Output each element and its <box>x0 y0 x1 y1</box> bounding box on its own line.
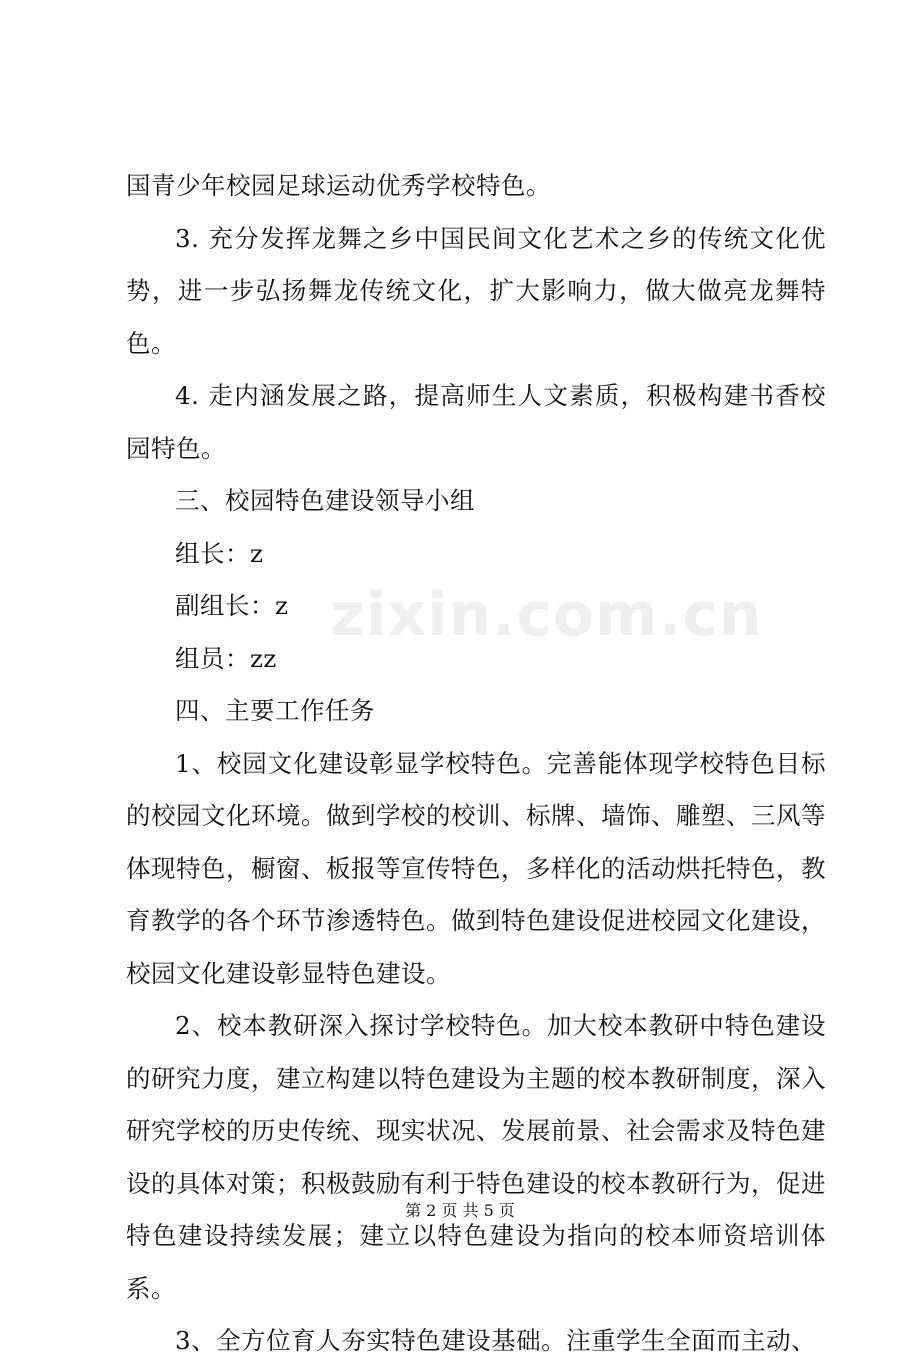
section-heading-tasks: 四、主要工作任务 <box>175 696 375 725</box>
deputy-leader-line: 副组长：z <box>175 591 289 620</box>
task-paragraph-3: 3、全方位育人夯实特色建设基础。注重学生全面而主动、 <box>175 1326 817 1355</box>
document-body <box>126 160 826 1368</box>
paragraph-item-3: 3. 充分发挥龙舞之乡中国民间文化艺术之乡的传统文化优势，进一步弘扬舞龙传统文化，扩大影响力，做大做亮龙舞特色。 <box>126 223 826 358</box>
leader-line: 组长：z <box>175 538 264 568</box>
watermark: zixin.com.cn <box>330 580 763 650</box>
section-heading-leadership: 三、校园特色建设领导小组 <box>175 486 475 515</box>
task-paragraph-2: 2、校本教研深入探讨学校特色。加大校本教研中特色建设的研究力度，建立构建以特色建设为主题的校本教研制度，深入研究学校的历史传统、现实状况、发展前景、社会需求及特色建设的具体对策；积极鼓励有利于特色建设的校本教研行为，促进特色建设持续发展；建立以特色建设为指向的校本师资培训体系。 <box>126 1011 826 1303</box>
paragraph-item-4: 4. 走内涵发展之路，提高师生人文素质，积极构建书香校园特色。 <box>126 381 826 463</box>
members-line: 组员：zz <box>175 643 277 673</box>
paragraph-continuation: 国青少年校园足球运动优秀学校特色。 <box>126 171 551 200</box>
page-footer: 第 2 页 共 5 页 <box>405 1201 515 1220</box>
task-paragraph-1: 1、校园文化建设彰显学校特色。完善能体现学校特色目标的校园文化环境。做到学校的校训、标牌、墙饰、雕塑、三风等体现特色，橱窗、板报等宣传特色，多样化的活动烘托特色，教育教学的各个环节渗透特色。做到特色建设促进校园文化建设，校园文化建设彰显特色建设。 <box>126 748 826 988</box>
